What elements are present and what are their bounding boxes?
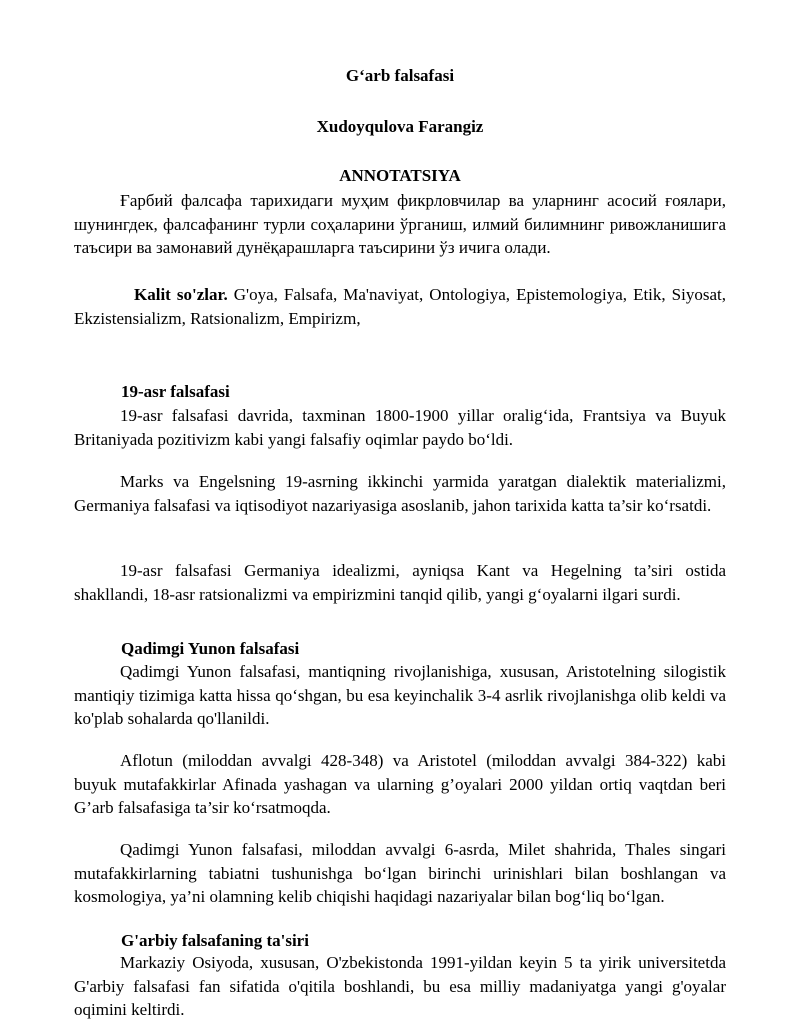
section-paragraph-block xyxy=(74,470,726,517)
section-heading: G'arbiy falsafaning ta'siri xyxy=(121,931,309,950)
section-paragraph-block xyxy=(74,951,726,1022)
section-heading: 19-asr falsafasi xyxy=(121,382,230,401)
section-paragraph: Qadimgi Yunon falsafasi, miloddan avvalgi 6-asrda, Milet shahrida, Thales singari mutafakkirlarning tabiatni tushunishga bo‘lgan birinchi urinishlari bilan boshlangan va kosmologiya, ya’ni olamning kelib chiqishi haqidagi nazariyalar bilan bog‘liq bo‘lgan. xyxy=(74,840,726,906)
keywords-text: G'oya, Falsafa, Ma'naviyat, Ontologiya, Epistemologiya, Etik, Siyosat, Ekzistensializm, Ratsionalizm, Empirizm, xyxy=(74,285,726,328)
annotation-heading: ANNOTATSIYA xyxy=(339,166,461,185)
keywords-paragraph xyxy=(74,283,726,330)
document-title: G‘arb falsafasi xyxy=(345,66,455,85)
section-paragraph: Markaziy Osiyoda, xususan, O'zbekistonda 1991-yildan keyin 5 ta yirik universitetda G'arbiy falsafasi fan sifatida o'qitila boshlandi, bu esa milliy madaniyatga yangi g'oyalar oqimini keltirdi. xyxy=(74,953,726,1019)
section-paragraph: Aflotun (miloddan avvalgi 428-348) va Aristotel (miloddan avvalgi 384-322) kabi buyuk mutafakkirlar Afinada yashagan va ularning g’oyalari 2000 yildan ortiq vaqtdan beri G’arb falsafasiga ta’sir ko‘rsatmoqda. xyxy=(74,751,726,817)
section-paragraph-block xyxy=(74,838,726,909)
keywords-label: Kalit so'zlar. xyxy=(134,285,228,304)
section-paragraph-block xyxy=(74,404,726,451)
section-paragraph-block xyxy=(74,559,726,606)
section-paragraph: Qadimgi Yunon falsafasi, mantiqning rivojlanishiga, xususan, Aristotelning silogistik mantiqiy tizimiga katta hissa qo‘shgan, bu esa keyinchalik 3-4 asrlik rivojlanishga olib keldi va ko'plab sohalarda qo'llanildi. xyxy=(74,662,726,728)
section-paragraph-block xyxy=(74,660,726,731)
author-name: Xudoyqulova Farangiz xyxy=(316,117,484,136)
section-paragraph: 19-asr falsafasi Germaniya idealizmi, ayniqsa Kant va Hegelning ta’siri ostida shakllandi, 18-asr ratsionalizmi va empirizmini tanqid qilib, yangi g‘oyalarni ilgari surdi. xyxy=(74,561,726,604)
keywords-block xyxy=(74,283,726,330)
section-heading: Qadimgi Yunon falsafasi xyxy=(121,639,300,658)
annotation-block xyxy=(74,189,726,260)
section-paragraph-block xyxy=(74,749,726,820)
section-paragraph: 19-asr falsafasi davrida, taxminan 1800-1900 yillar oralig‘ida, Frantsiya va Buyuk Britaniyada pozitivizm kabi yangi falsafiy oqimlar paydo bo‘ldi. xyxy=(74,406,726,449)
section-paragraph: Marks va Engelsning 19-asrning ikkinchi yarmida yaratgan dialektik materializmi, Germaniya falsafasi va iqtisodiyot nazariyasiga asoslanib, jahon tarixida katta ta’sir ko‘rsatdi. xyxy=(74,472,726,515)
annotation-paragraph: Ғарбий фалсафа тарихидаги муҳим фикрловчилар ва уларнинг асосий ғоялари, шунингдек, фалсафанинг турли соҳаларини ўрганиш, илмий билимнинг ривожланишига таъсири ва замонавий дунёқарашларга таъсирини ўз ичига олади. xyxy=(74,191,726,257)
